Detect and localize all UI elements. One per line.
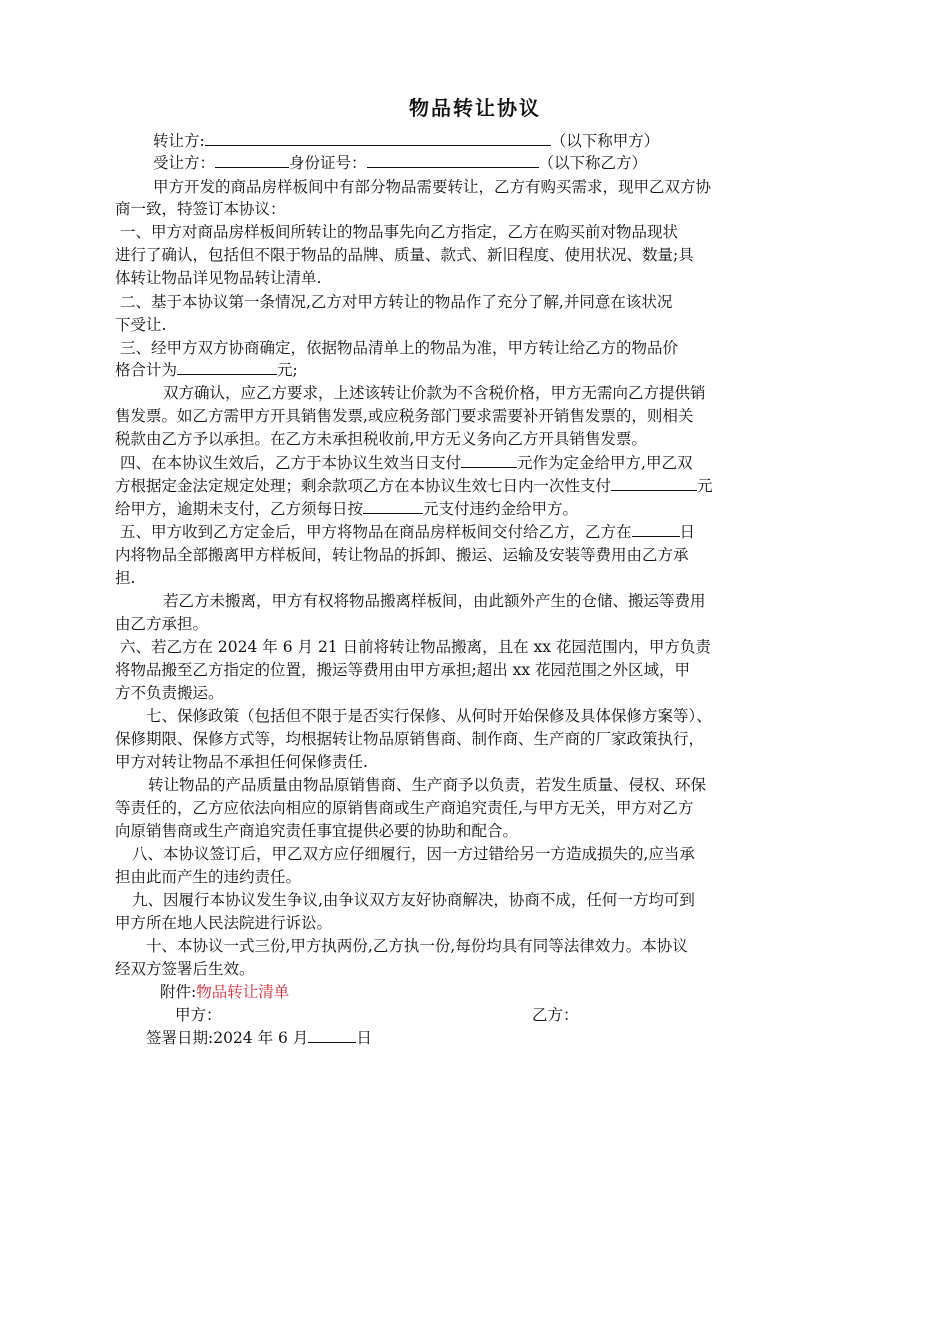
clause-5-line-2: 内将物品全部搬离甲方样板间，转让物品的拆卸、搬运、运输及安装等费用由乙方承: [115, 546, 689, 564]
clause-8-line-2: 担由此而产生的违约责任。: [115, 868, 302, 886]
removal-line-2: 由乙方承担。: [115, 615, 209, 633]
quality-line-3: 向原销售商或生产商追究责任事宜提供必要的协助和配合。: [115, 822, 519, 840]
party-b-signature: 乙方：: [532, 1006, 579, 1024]
signing-day-blank: [308, 1028, 356, 1043]
clause-7-line-1: 七、保修政策（包括但不限于是否实行保修、从何时开始保修及具体保修方案等）、: [146, 707, 712, 725]
clause-1-line-2: 进行了确认，包括但不限于物品的品牌、质量、款式、新旧程度、使用状况、数量;具: [115, 246, 694, 264]
clause-5-line-3: 担.: [115, 569, 136, 587]
clause-6-line-2: 将物品搬至乙方指定的位置，搬运等费用由甲方承担;超出 xx 花园范围之外区域，甲: [115, 661, 691, 679]
transferee-line: 受让方： 身份证号： （以下称乙方）: [153, 154, 648, 172]
tax-line-2: 售发票。如乙方需甲方开具销售发票,或应税务部门要求需要补开销售发票的，则相关: [115, 407, 694, 425]
attachment-line: 附件:物品转让清单: [160, 983, 290, 1001]
signing-date-line: 签署日期:2024 年 6 月 日: [146, 1029, 372, 1047]
clause-7-line-3: 甲方对转让物品不承担任何保修责任.: [115, 753, 368, 771]
clause-3-line-1: 三、经甲方双方协商确定，依据物品清单上的物品为准，甲方转让给乙方的物品价: [120, 339, 679, 357]
tax-line-1: 双方确认，应乙方要求，上述该转让价款为不含税价格，甲方无需向乙方提供销: [163, 384, 706, 402]
attachment-link[interactable]: 物品转让清单: [196, 983, 290, 1001]
quality-line-2: 等责任的，乙方应依法向相应的原销售商或生产商追究责任,与甲方无关，甲方对乙方: [115, 799, 694, 817]
clause-2-line-1: 二、基于本协议第一条情况,乙方对甲方转让的物品作了充分了解,并同意在该状况: [120, 293, 673, 311]
clause-6-line-3: 方不负责搬运。: [115, 684, 224, 702]
clause-6-line-1: 六、若乙方在 2024 年 6 月 21 日前将转让物品搬离，且在 xx 花园范围内，甲方负责: [120, 638, 711, 656]
transferor-line: 转让方: （以下称甲方）: [153, 132, 660, 150]
id-number-blank: [367, 153, 539, 168]
preamble-line-2: 商一致，特签订本协议：: [115, 200, 286, 218]
clause-4-line-2: 方根据定金法定规定处理；剩余款项乙方在本协议生效七日内一次性支付 元: [115, 477, 713, 495]
quality-line-1: 转让物品的产品质量由物品原销售商、生产商予以负责，若发生质量、侵权、环保: [148, 776, 707, 794]
preamble-line-1: 甲方开发的商品房样板间中有部分物品需要转让，乙方有购买需求，现甲乙双方协: [153, 178, 712, 196]
party-a-signature: 甲方：: [175, 1006, 222, 1024]
document-title: 物品转让协议: [409, 96, 541, 120]
deposit-blank: [461, 453, 517, 468]
clause-1-line-3: 体转让物品详见物品转让清单.: [115, 269, 322, 287]
clause-4-line-3: 给甲方，逾期未支付，乙方须每日按 元支付违约金给甲方。: [115, 500, 579, 518]
total-price-blank: [177, 360, 277, 375]
clause-10-line-1: 十、本协议一式三份,甲方执两份,乙方执一份,每份均具有同等法律效力。本协议: [146, 937, 688, 955]
clause-9-line-2: 甲方所在地人民法院进行诉讼。: [115, 914, 333, 932]
clause-4-line-1: 四、在本协议生效后，乙方于本协议生效当日支付 元作为定金给甲方,甲乙双: [120, 454, 693, 472]
tax-line-3: 税款由乙方予以承担。在乙方未承担税收前,甲方无义务向乙方开具销售发票。: [115, 430, 647, 448]
clause-9-line-1: 九、因履行本协议发生争议,由争议双方友好协商解决，协商不成，任何一方均可到: [132, 891, 695, 909]
clause-5-line-1: 五、甲方收到乙方定金后，甲方将物品在商品房样板间交付给乙方，乙方在 日: [120, 523, 696, 541]
clause-8-line-1: 八、本协议签订后，甲乙双方应仔细履行，因一方过错给另一方造成损失的,应当承: [132, 845, 695, 863]
days-blank: [632, 522, 680, 537]
clause-7-line-2: 保修期限、保修方式等，均根据转让物品原销售商、制作商、生产商的厂家政策执行，: [115, 730, 705, 748]
transferee-name-blank: [215, 153, 289, 168]
balance-blank: [611, 476, 697, 491]
removal-line-1: 若乙方未搬离，甲方有权将物品搬离样板间，由此额外产生的仓储、搬运等费用: [163, 592, 706, 610]
clause-2-line-2: 下受让.: [115, 316, 167, 334]
penalty-blank: [363, 499, 423, 514]
clause-3-line-2: 格合计为 元;: [115, 361, 298, 379]
clause-1-line-1: 一、甲方对商品房样板间所转让的物品事先向乙方指定，乙方在购买前对物品现状: [120, 223, 679, 241]
clause-10-line-2: 经双方签署后生效。: [115, 960, 255, 978]
transferor-name-blank: [205, 131, 551, 146]
